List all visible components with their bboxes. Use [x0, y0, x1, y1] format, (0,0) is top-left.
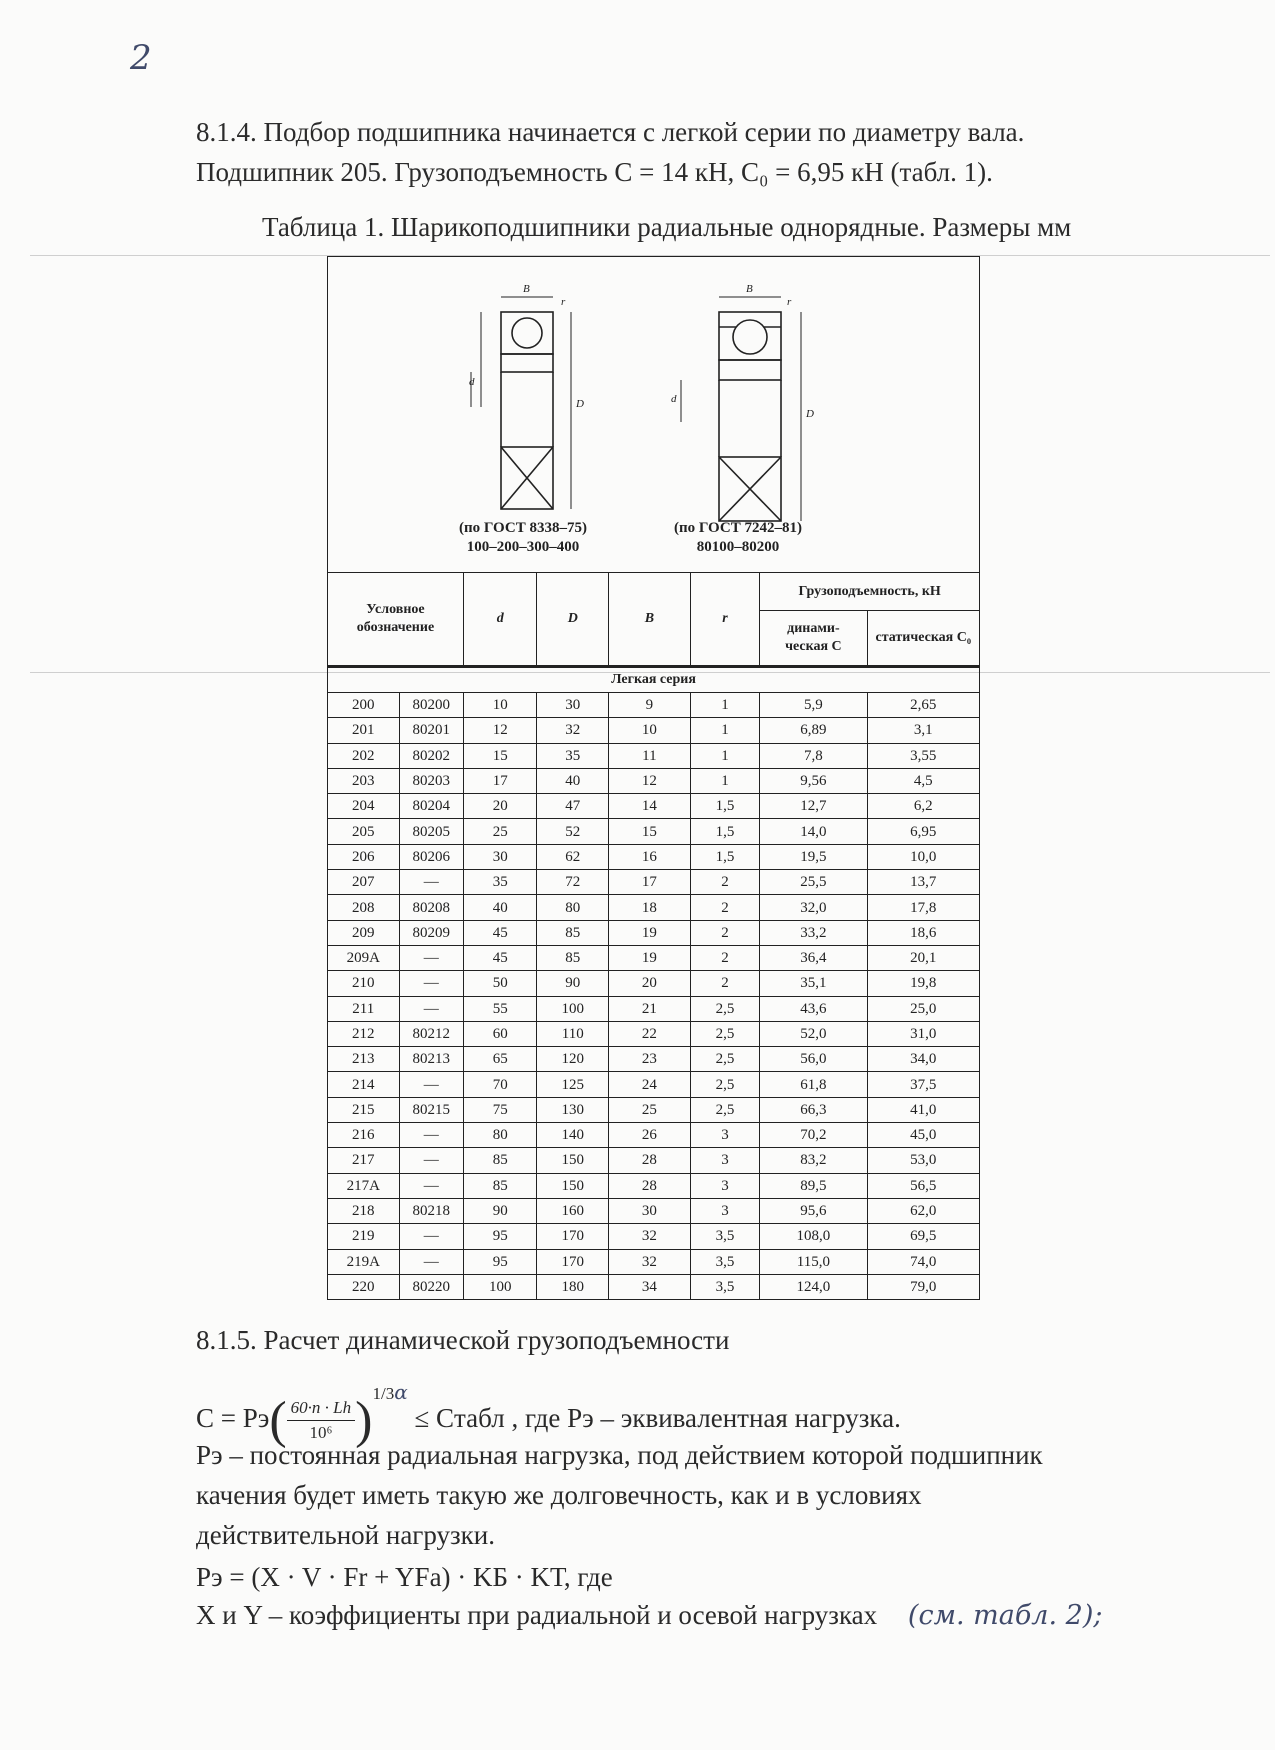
cell-r: 1,5: [690, 844, 759, 869]
cell-designation-alt: 80205: [399, 819, 463, 844]
cell-designation-alt: 80213: [399, 1047, 463, 1072]
cell-r: 2,5: [690, 1047, 759, 1072]
cell-B: 22: [609, 1021, 691, 1046]
cell-designation: 209A: [328, 945, 400, 970]
table-row: [328, 1097, 980, 1122]
cell-d: 17: [463, 768, 537, 793]
cell-D: 150: [537, 1173, 609, 1198]
cell-designation: 211: [328, 996, 400, 1021]
cell-dynamic-c: 115,0: [760, 1249, 867, 1274]
cell-designation-alt: —: [399, 1148, 463, 1173]
cell-D: 140: [537, 1123, 609, 1148]
cell-dynamic-c: 108,0: [760, 1224, 867, 1249]
formula1-hand-exponent: α: [394, 1380, 408, 1404]
section-8-1-4-line2: Подшипник 205. Грузоподъемность С = 14 кН, С₀ = 6,95 кН (табл. 1).: [196, 157, 993, 187]
cell-d: 45: [463, 945, 537, 970]
cell-designation: 219A: [328, 1249, 400, 1274]
cell-dynamic-c: 9,56: [760, 768, 867, 793]
cell-dynamic-c: 19,5: [760, 844, 867, 869]
cell-d: 12: [463, 718, 537, 743]
cell-static-c0: 13,7: [867, 870, 979, 895]
cell-D: 32: [537, 718, 609, 743]
cell-designation-alt: —: [399, 1072, 463, 1097]
left-caption-series: 100–200–300–400: [466, 539, 580, 555]
cell-dynamic-c: 89,5: [760, 1173, 867, 1198]
cell-B: 12: [609, 768, 691, 793]
cell-D: 72: [537, 870, 609, 895]
cell-static-c0: 4,5: [867, 768, 979, 793]
table-row: [328, 844, 980, 869]
cell-dynamic-c: 35,1: [760, 971, 867, 996]
formula1-rhs: ≤ Cтабл , где Pэ – эквивалентная нагрузка.: [414, 1403, 901, 1433]
cell-designation-alt: 80220: [399, 1274, 463, 1299]
cell-static-c0: 62,0: [867, 1198, 979, 1223]
cell-r: 2: [690, 971, 759, 996]
cell-designation-alt: 80206: [399, 844, 463, 869]
cell-designation: 210: [328, 971, 400, 996]
table-row: [328, 996, 980, 1021]
table-row: [328, 1224, 980, 1249]
cell-d: 85: [463, 1148, 537, 1173]
cell-D: 170: [537, 1249, 609, 1274]
formula1-exponent: 1/3: [372, 1384, 395, 1403]
cell-d: 20: [463, 794, 537, 819]
cell-d: 80: [463, 1123, 537, 1148]
cell-B: 32: [609, 1249, 691, 1274]
cell-D: 100: [537, 996, 609, 1021]
table-row: [328, 794, 980, 819]
table-row: [328, 693, 980, 718]
cell-B: 30: [609, 1198, 691, 1223]
cell-r: 2: [690, 945, 759, 970]
dim-label-d: d: [469, 376, 475, 388]
table-row: [328, 1198, 980, 1223]
formula1-lhs: C = Pэ: [196, 1403, 270, 1433]
xy-coefficients-text: [196, 1600, 1102, 1631]
cell-designation: 217A: [328, 1173, 400, 1198]
cell-D: 47: [537, 794, 609, 819]
xy-text: X и Y – коэффициенты при радиальной и осевой нагрузках: [196, 1600, 878, 1630]
cell-B: 14: [609, 794, 691, 819]
cell-D: 120: [537, 1047, 609, 1072]
cell-designation-alt: 80200: [399, 693, 463, 718]
cell-designation: 212: [328, 1021, 400, 1046]
cell-B: 9: [609, 693, 691, 718]
cell-designation-alt: —: [399, 996, 463, 1021]
cell-d: 60: [463, 1021, 537, 1046]
cell-D: 130: [537, 1097, 609, 1122]
equivalent-load-description: [196, 1435, 1126, 1555]
cell-B: 18: [609, 895, 691, 920]
cell-static-c0: 6,2: [867, 794, 979, 819]
bearing-diagram-right: [681, 297, 801, 521]
cell-designation-alt: —: [399, 1173, 463, 1198]
cell-designation: 207: [328, 870, 400, 895]
cell-d: 85: [463, 1173, 537, 1198]
cell-designation-alt: 80201: [399, 718, 463, 743]
section-8-1-5-heading: 8.1.5. Расчет динамической грузоподъемности: [196, 1325, 730, 1355]
table-row: [328, 1249, 980, 1274]
cell-designation: 203: [328, 768, 400, 793]
equivalent-load-formula: Pэ = (X · V · Fr + YFa) · KБ · KТ, где: [196, 1562, 613, 1592]
series-label: Легкая серия: [328, 667, 980, 693]
cell-D: 125: [537, 1072, 609, 1097]
right-figure-caption: [638, 519, 838, 557]
table-row: [328, 1148, 980, 1173]
cell-d: 35: [463, 870, 537, 895]
cell-d: 95: [463, 1249, 537, 1274]
cell-D: 40: [537, 768, 609, 793]
cell-d: 15: [463, 743, 537, 768]
cell-designation: 213: [328, 1047, 400, 1072]
cell-designation-alt: —: [399, 945, 463, 970]
cell-d: 50: [463, 971, 537, 996]
col-header-d: d: [463, 573, 537, 667]
formula1-denominator: 10⁶: [309, 1423, 333, 1443]
page-number: 2: [130, 38, 152, 78]
cell-designation: 219: [328, 1224, 400, 1249]
cell-B: 19: [609, 945, 691, 970]
cell-d: 55: [463, 996, 537, 1021]
cell-designation-alt: 80202: [399, 743, 463, 768]
cell-designation: 214: [328, 1072, 400, 1097]
table-caption: Таблица 1. Шарикоподшипники радиальные однорядные. Размеры мм: [262, 212, 1072, 242]
cell-B: 26: [609, 1123, 691, 1148]
cell-r: 1: [690, 693, 759, 718]
cell-static-c0: 41,0: [867, 1097, 979, 1122]
cell-designation: 200: [328, 693, 400, 718]
cell-d: 95: [463, 1224, 537, 1249]
cell-D: 80: [537, 895, 609, 920]
cell-d: 90: [463, 1198, 537, 1223]
bearing-table: [327, 256, 980, 1300]
col-header-D: D: [537, 573, 609, 667]
formula1-numerator: 60·n · Lh: [287, 1396, 355, 1421]
cell-designation-alt: —: [399, 1249, 463, 1274]
cell-dynamic-c: 7,8: [760, 743, 867, 768]
right-caption-standard: (по ГОСТ 7242–81): [674, 520, 802, 536]
table-row: [328, 895, 980, 920]
cell-designation: 208: [328, 895, 400, 920]
cell-designation: 209: [328, 920, 400, 945]
cell-designation: 220: [328, 1274, 400, 1299]
cell-static-c0: 69,5: [867, 1224, 979, 1249]
cell-B: 20: [609, 971, 691, 996]
table-row: [328, 971, 980, 996]
cell-static-c0: 2,65: [867, 693, 979, 718]
table-row: [328, 1274, 980, 1299]
cell-B: 28: [609, 1148, 691, 1173]
cell-dynamic-c: 12,7: [760, 794, 867, 819]
cell-D: 90: [537, 971, 609, 996]
cell-designation-alt: —: [399, 971, 463, 996]
cell-static-c0: 18,6: [867, 920, 979, 945]
cell-designation-alt: 80203: [399, 768, 463, 793]
cell-r: 3,5: [690, 1249, 759, 1274]
cell-B: 24: [609, 1072, 691, 1097]
cell-B: 23: [609, 1047, 691, 1072]
cell-d: 75: [463, 1097, 537, 1122]
table-row: [328, 945, 980, 970]
cell-dynamic-c: 95,6: [760, 1198, 867, 1223]
bearing-diagram-left: [471, 297, 571, 509]
cell-B: 21: [609, 996, 691, 1021]
cell-dynamic-c: 56,0: [760, 1047, 867, 1072]
table-row: [328, 819, 980, 844]
cell-r: 2,5: [690, 1097, 759, 1122]
cell-r: 2: [690, 920, 759, 945]
pe-text-line1: Pэ – постоянная радиальная нагрузка, под действием которой подшипник: [196, 1440, 1043, 1470]
table-row: [328, 768, 980, 793]
section-8-1-4: [196, 112, 1116, 192]
cell-dynamic-c: 6,89: [760, 718, 867, 743]
section-8-1-4-line1: 8.1.4. Подбор подшипника начинается с легкой серии по диаметру вала.: [196, 117, 1025, 147]
table-row: [328, 718, 980, 743]
cell-dynamic-c: 66,3: [760, 1097, 867, 1122]
cell-r: 1,5: [690, 794, 759, 819]
cell-designation-alt: —: [399, 870, 463, 895]
cell-d: 10: [463, 693, 537, 718]
cell-designation: 218: [328, 1198, 400, 1223]
cell-dynamic-c: 32,0: [760, 895, 867, 920]
left-figure-caption: [423, 519, 623, 557]
cell-dynamic-c: 43,6: [760, 996, 867, 1021]
cell-D: 62: [537, 844, 609, 869]
handwritten-note: (см. табл. 2);: [907, 1600, 1103, 1631]
cell-B: 25: [609, 1097, 691, 1122]
dim-label-b: B: [523, 283, 530, 295]
cell-designation-alt: —: [399, 1224, 463, 1249]
cell-dynamic-c: 33,2: [760, 920, 867, 945]
table-row: [328, 1072, 980, 1097]
cell-D: 150: [537, 1148, 609, 1173]
cell-r: 3,5: [690, 1274, 759, 1299]
cell-r: 3: [690, 1198, 759, 1223]
col-header-dynamic: динами- ческая С: [760, 611, 867, 667]
cell-static-c0: 19,8: [867, 971, 979, 996]
table-row: [328, 920, 980, 945]
cell-B: 16: [609, 844, 691, 869]
cell-static-c0: 20,1: [867, 945, 979, 970]
col-header-B: B: [609, 573, 691, 667]
cell-B: 10: [609, 718, 691, 743]
cell-r: 3: [690, 1148, 759, 1173]
cell-d: 100: [463, 1274, 537, 1299]
cell-dynamic-c: 14,0: [760, 819, 867, 844]
cell-d: 70: [463, 1072, 537, 1097]
cell-static-c0: 6,95: [867, 819, 979, 844]
cell-dynamic-c: 25,5: [760, 870, 867, 895]
dim-label-r: r: [787, 296, 792, 308]
cell-designation-alt: 80215: [399, 1097, 463, 1122]
cell-dynamic-c: 70,2: [760, 1123, 867, 1148]
cell-d: 45: [463, 920, 537, 945]
cell-static-c0: 3,1: [867, 718, 979, 743]
cell-r: 2,5: [690, 1072, 759, 1097]
dim-label-r: r: [561, 296, 566, 308]
cell-designation-alt: 80212: [399, 1021, 463, 1046]
bearing-figures: [328, 257, 980, 573]
table-row: [328, 1021, 980, 1046]
cell-B: 15: [609, 819, 691, 844]
pe-text-line3: действительной нагрузки.: [196, 1520, 496, 1550]
cell-r: 1: [690, 768, 759, 793]
cell-designation-alt: —: [399, 1123, 463, 1148]
cell-static-c0: 17,8: [867, 895, 979, 920]
cell-r: 2: [690, 895, 759, 920]
cell-dynamic-c: 5,9: [760, 693, 867, 718]
cell-static-c0: 25,0: [867, 996, 979, 1021]
cell-d: 65: [463, 1047, 537, 1072]
cell-static-c0: 56,5: [867, 1173, 979, 1198]
table-row: [328, 1173, 980, 1198]
col-header-designation: Условное обозначение: [328, 573, 464, 667]
left-caption-standard: (по ГОСТ 8338–75): [459, 520, 587, 536]
cell-designation: 216: [328, 1123, 400, 1148]
table-row: [328, 1047, 980, 1072]
pe-text-line2: качения будет иметь такую же долговечность, как и в условиях: [196, 1480, 922, 1510]
cell-B: 19: [609, 920, 691, 945]
cell-r: 1,5: [690, 819, 759, 844]
cell-designation: 205: [328, 819, 400, 844]
cell-static-c0: 34,0: [867, 1047, 979, 1072]
table-body: [328, 693, 980, 1300]
cell-designation: 201: [328, 718, 400, 743]
cell-d: 30: [463, 844, 537, 869]
cell-dynamic-c: 36,4: [760, 945, 867, 970]
cell-B: 28: [609, 1173, 691, 1198]
col-header-static: статическая С₀: [867, 611, 979, 667]
cell-r: 1: [690, 718, 759, 743]
cell-r: 3,5: [690, 1224, 759, 1249]
dim-label-D: D: [806, 408, 814, 420]
cell-designation: 215: [328, 1097, 400, 1122]
cell-r: 3: [690, 1123, 759, 1148]
cell-B: 11: [609, 743, 691, 768]
cell-r: 2: [690, 870, 759, 895]
cell-D: 170: [537, 1224, 609, 1249]
col-header-capacity: Грузоподъемность, кН: [760, 573, 980, 611]
cell-D: 85: [537, 945, 609, 970]
cell-B: 32: [609, 1224, 691, 1249]
cell-designation-alt: 80218: [399, 1198, 463, 1223]
cell-D: 180: [537, 1274, 609, 1299]
table-row: [328, 1123, 980, 1148]
cell-dynamic-c: 83,2: [760, 1148, 867, 1173]
cell-dynamic-c: 52,0: [760, 1021, 867, 1046]
cell-designation: 202: [328, 743, 400, 768]
cell-dynamic-c: 61,8: [760, 1072, 867, 1097]
cell-r: 2,5: [690, 1021, 759, 1046]
cell-B: 34: [609, 1274, 691, 1299]
cell-designation-alt: 80209: [399, 920, 463, 945]
cell-d: 40: [463, 895, 537, 920]
cell-static-c0: 45,0: [867, 1123, 979, 1148]
cell-D: 85: [537, 920, 609, 945]
cell-r: 2,5: [690, 996, 759, 1021]
cell-r: 1: [690, 743, 759, 768]
dim-label-D: D: [576, 398, 584, 410]
dim-label-b: B: [746, 283, 753, 295]
cell-static-c0: 10,0: [867, 844, 979, 869]
cell-static-c0: 74,0: [867, 1249, 979, 1274]
table-row: [328, 743, 980, 768]
col-header-r: r: [690, 573, 759, 667]
right-caption-series: 80100–80200: [696, 539, 780, 555]
cell-static-c0: 37,5: [867, 1072, 979, 1097]
cell-d: 25: [463, 819, 537, 844]
cell-dynamic-c: 124,0: [760, 1274, 867, 1299]
cell-static-c0: 53,0: [867, 1148, 979, 1173]
cell-B: 17: [609, 870, 691, 895]
cell-designation-alt: 80204: [399, 794, 463, 819]
cell-D: 110: [537, 1021, 609, 1046]
table-row: [328, 870, 980, 895]
dim-label-d: d: [671, 393, 677, 405]
cell-r: 3: [690, 1173, 759, 1198]
cell-designation-alt: 80208: [399, 895, 463, 920]
cell-D: 35: [537, 743, 609, 768]
dynamic-capacity-formula: C = Pэ( $\frac{60\cdot n \cdot Lh}{\text{10⁶}}$ )$^{1/3\alpha}$ ≤ Cтабл , где Pэ – эквивалентная нагрузка.: [196, 1380, 901, 1449]
cell-designation: 217: [328, 1148, 400, 1173]
cell-D: 52: [537, 819, 609, 844]
cell-designation: 206: [328, 844, 400, 869]
cell-D: 160: [537, 1198, 609, 1223]
cell-static-c0: 79,0: [867, 1274, 979, 1299]
cell-static-c0: 3,55: [867, 743, 979, 768]
cell-static-c0: 31,0: [867, 1021, 979, 1046]
cell-D: 30: [537, 693, 609, 718]
cell-designation: 204: [328, 794, 400, 819]
